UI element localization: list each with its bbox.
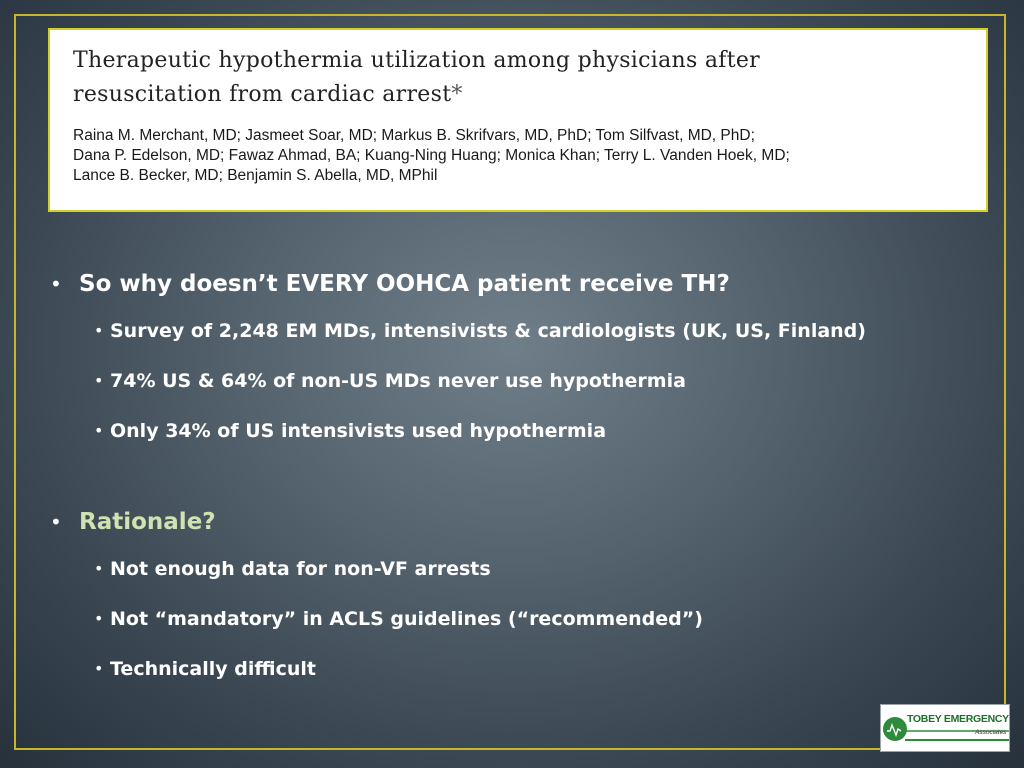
article-authors: [73, 126, 964, 186]
logo-name: TOBEY EMERGENCY: [907, 713, 1009, 725]
sub-bullet-data: • Not enough data for non-VF arrests: [44, 544, 984, 594]
authors-line-2: Dana P. Edelson, MD; Fawaz Ahmad, BA; Kuang-Ning Huang; Monica Khan; Terry L. Vanden Hoek, MD;: [73, 147, 790, 164]
logo-subtitle: Associates: [975, 729, 1007, 736]
sub-bullet-difficult: • Technically difficult: [44, 644, 984, 694]
authors-line-1: Raina M. Merchant, MD; Jasmeet Soar, MD; Markus B. Skrifvars, MD, PhD; Tom Silfvast, MD, PhD;: [73, 127, 755, 144]
tobey-emergency-logo: [880, 704, 1010, 752]
bullet-question: • So why doesn’t EVERY OOHCA patient receive TH?: [44, 262, 984, 306]
sub-bullet-never-use: • 74% US & 64% of non-US MDs never use hypothermia: [44, 356, 984, 406]
article-title-asterisk: *: [451, 82, 463, 107]
sub-bullet-intensivists: • Only 34% of US intensivists used hypothermia: [44, 406, 984, 456]
slide-content: [44, 262, 984, 694]
sub-bullet-guidelines: • Not “mandatory” in ACLS guidelines (“recommended”): [44, 594, 984, 644]
authors-line-3: Lance B. Becker, MD; Benjamin S. Abella, MD, MPhil: [73, 167, 438, 184]
article-title-line-1: Therapeutic hypothermia utilization among physicians after: [73, 48, 760, 73]
article-title-line-2: resuscitation from cardiac arrest: [73, 82, 452, 107]
article-header-image: [48, 28, 988, 212]
article-title: [73, 44, 964, 112]
bullet-rationale: • Rationale?: [44, 500, 984, 544]
sub-bullet-survey: • Survey of 2,248 EM MDs, intensivists & cardiologists (UK, US, Finland): [44, 306, 984, 356]
